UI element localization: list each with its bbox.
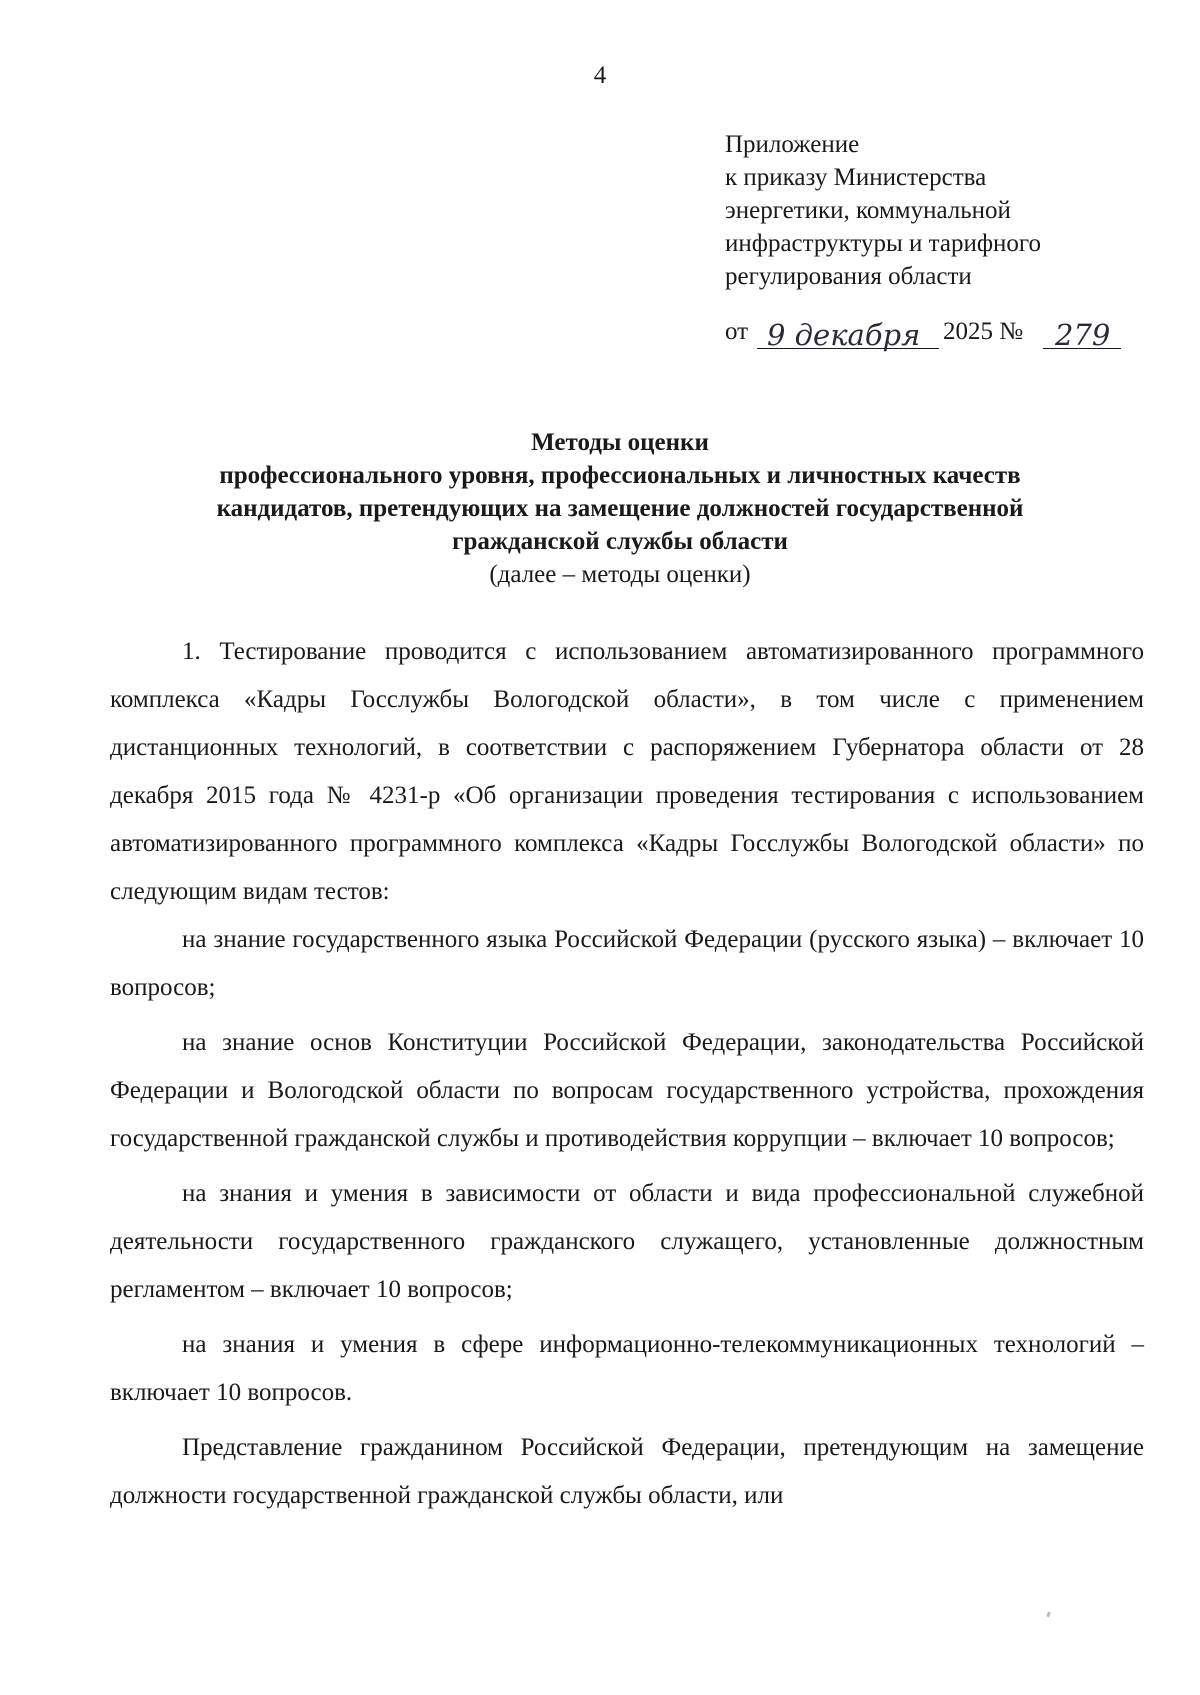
appendix-block bbox=[725, 128, 1041, 293]
date-prefix: от bbox=[725, 318, 749, 345]
title-subtitle: (далее – методы оценки) bbox=[489, 561, 751, 588]
paragraph: 1. Тестирование проводится с использованием автоматизированного программного комплекса «Кадры Госслужбы Вологодской области», в том числе с применением дистанционных технологий, в соответствии с распоряжением Губернатора области от 28 декабря 2015 года № 4231-р «Об организации проведения тестирования с использованием автоматизированного программного комплекса «Кадры Госслужбы Вологодской области» по следующим видам тестов: bbox=[110, 638, 1144, 905]
appendix-line: инфраструктуры и тарифного bbox=[725, 230, 1042, 257]
appendix-line: энергетики, коммунальной bbox=[725, 197, 1011, 224]
scan-speck bbox=[1046, 1612, 1051, 1618]
title-line: гражданской службы области bbox=[452, 528, 788, 555]
handwritten-number: 279 bbox=[1055, 318, 1111, 352]
document-body bbox=[110, 628, 1144, 1520]
document-title bbox=[110, 426, 1130, 591]
paragraph: на знание основ Конституции Российской Федерации, законодательства Российской Федерации и Вологодской области по вопросам государственного устройства, прохождения государственной гражданской службы и противодействия коррупции – включает 10 вопросов; bbox=[110, 1029, 1144, 1152]
title-line: Методы оценки bbox=[531, 429, 709, 456]
appendix-line: к приказу Министерства bbox=[725, 164, 987, 191]
year-number-label: 2025 № bbox=[943, 318, 1024, 345]
paragraph: на знания и умения в зависимости от области и вида профессиональной служебной деятельности государственного гражданского служащего, установленные должностным регламентом – включает 10 вопросов; bbox=[110, 1180, 1144, 1303]
appendix-line: регулирования области bbox=[725, 263, 972, 290]
paragraph: Представление гражданином Российской Федерации, претендующим на замещение должности государственной гражданской службы области, или bbox=[110, 1434, 1144, 1509]
handwritten-date: 9 декабря bbox=[767, 318, 921, 352]
title-line: профессионального уровня, профессиональных и личностных качеств bbox=[219, 462, 1021, 489]
page-number: 4 bbox=[593, 62, 607, 89]
paragraph: на знания и умения в сфере информационно-телекоммуникационных технологий – включает 10 вопросов. bbox=[110, 1331, 1144, 1406]
appendix-line: Приложение bbox=[725, 131, 860, 158]
title-line: кандидатов, претендующих на замещение должностей государственной bbox=[216, 495, 1024, 522]
paragraph: на знание государственного языка Российской Федерации (русского языка) – включает 10 вопросов; bbox=[110, 926, 1144, 1001]
